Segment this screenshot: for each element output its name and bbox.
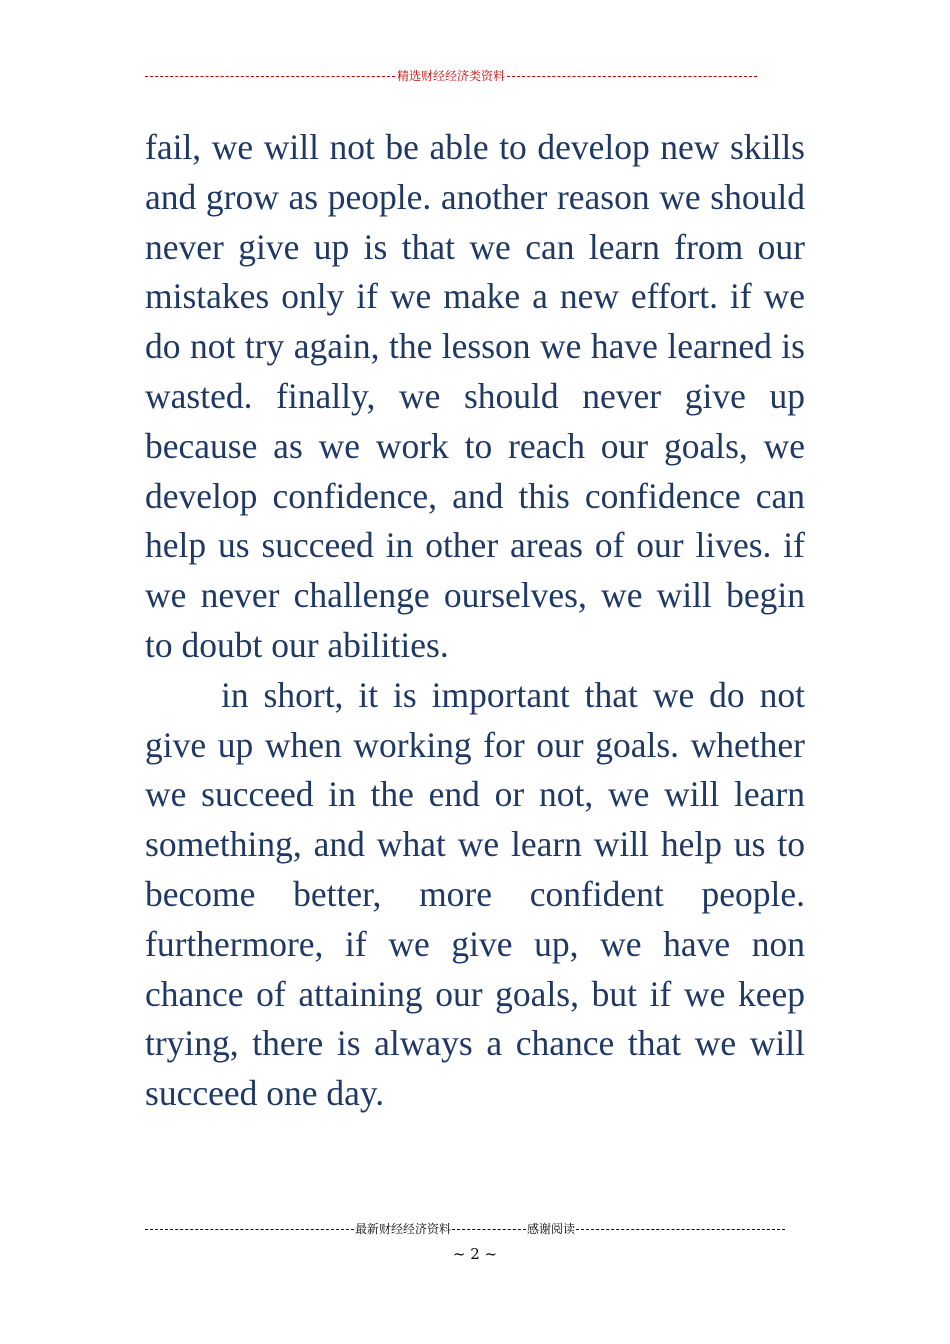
- footer-divider-left: [145, 1229, 354, 1230]
- footer-label-right: 感谢阅读: [527, 1222, 576, 1236]
- page-footer: [145, 1221, 785, 1237]
- page-number: ~ 2 ~: [452, 1245, 498, 1263]
- header-divider-right: [507, 76, 757, 77]
- footer-divider-right: [576, 1229, 785, 1230]
- footer-label-left: 最新财经经济资料: [354, 1222, 451, 1236]
- body-paragraph: in short, it is important that we do not give up when working for our goals. whether we succeed in the end or not, we will learn something, and what we learn will help us to become better, more confident people. furthermore, if we give up, we have non chance of attaining our goals, but if we keep trying, there is always a chance that we will succeed one day.: [145, 674, 805, 1114]
- header-divider-left: [145, 76, 395, 77]
- body-paragraph: fail, we will not be able to develop new skills and grow as people. another reason we should never give up is that we can learn from our mistakes only if we make a new effort. if we do not try again, the lesson we have learned is wasted. finally, we should never give up because as we work to reach our goals, we develop confidence, and this confidence can help us succeed in other areas of our lives. if we never challenge ourselves, we will begin to doubt our abilities.: [145, 127, 805, 665]
- header-label: 精选财经经济类资料: [397, 69, 506, 83]
- footer-divider-middle: [452, 1229, 526, 1230]
- page-header: [145, 68, 757, 84]
- document-body: [145, 123, 805, 1119]
